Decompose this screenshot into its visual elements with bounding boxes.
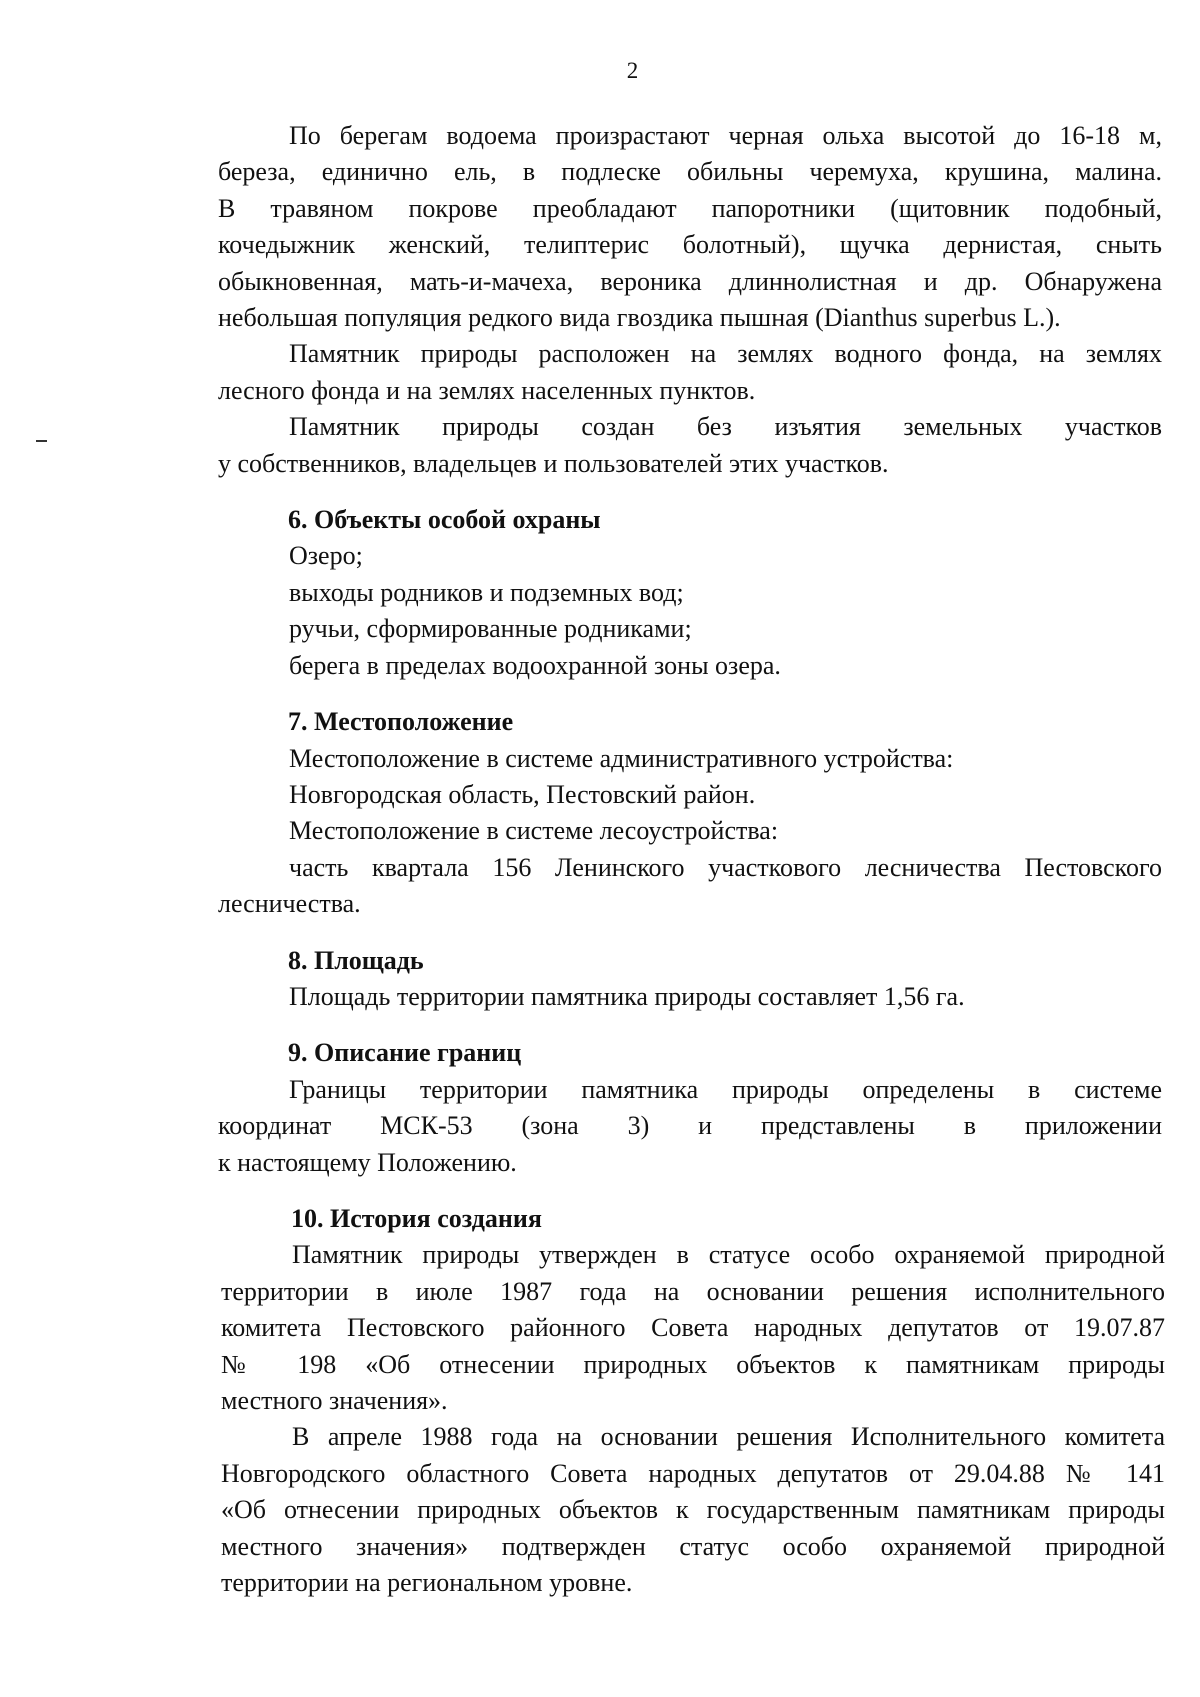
- text-line: В травяном покрове преобладают папоротники (щитовник подобный,: [218, 193, 1162, 223]
- text-line: лесного фонда и на землях населенных пунктов.: [218, 375, 756, 405]
- paragraph-lands: [218, 336, 1162, 409]
- text-line: Памятник природы расположен на землях водного фонда, на землях: [289, 339, 1162, 369]
- margin-mark: [36, 440, 47, 442]
- text-line: обыкновенная, мать-и-мачеха, вероника длиннолистная и др. Обнаружена: [218, 266, 1162, 296]
- section-heading: 7. Местоположение: [288, 707, 514, 737]
- text-line: Площадь территории памятника природы составляет 1,56 га.: [289, 981, 965, 1011]
- document-body: [218, 118, 1165, 1601]
- list-item: ручьи, сформированные родниками;: [289, 614, 692, 644]
- text-line: территории на региональном уровне.: [221, 1568, 633, 1598]
- page-number: 2: [626, 58, 639, 83]
- section-location: [218, 704, 1162, 922]
- text-line: По берегам водоема произрастают черная ольха высотой до 16-18 м,: [289, 121, 1162, 150]
- text-line: координат МСК-53 (зона 3) и представлены в приложении: [218, 1111, 1162, 1141]
- paragraph-no-seizure: [218, 409, 1162, 482]
- section-heading: 9. Описание границ: [288, 1038, 522, 1068]
- text-line: Местоположение в системе административного устройства:: [289, 743, 954, 773]
- text-line: территории в июле 1987 года на основании решения исполнительного: [221, 1276, 1165, 1306]
- text-line: местного значения».: [221, 1386, 448, 1415]
- text-line: у собственников, владельцев и пользователей этих участков.: [218, 448, 889, 478]
- text-line: часть квартала 156 Ленинского участкового лесничества Пестовского: [289, 852, 1162, 882]
- text-line: небольшая популяция редкого вида гвоздика пышная (Dianthus superbus L.).: [218, 303, 1061, 333]
- section-boundaries: [218, 1035, 1162, 1181]
- text-line: Новгородская область, Пестовский район.: [289, 779, 756, 809]
- text-line: комитета Пестовского районного Совета народных депутатов от 19.07.87: [221, 1313, 1165, 1343]
- text-line: кочедыжник женский, телиптерис болотный), щучка дернистая, сныть: [218, 230, 1162, 260]
- text-line: Границы территории памятника природы определены в системе: [289, 1074, 1162, 1104]
- text-line: Памятник природы утвержден в статусе особо охраняемой природной: [292, 1240, 1165, 1270]
- text-line: Памятник природы создан без изъятия земельных участков: [289, 412, 1162, 442]
- text-line: № 198 «Об отнесении природных объектов к памятникам природы: [221, 1349, 1165, 1379]
- section-heading: 6. Объекты особой охраны: [288, 505, 601, 535]
- text-line: Новгородского областного Совета народных депутатов от 29.04.88 № 141: [221, 1458, 1165, 1488]
- text-line: Местоположение в системе лесоустройства:: [289, 816, 779, 846]
- list-item: выходы родников и подземных вод;: [289, 577, 684, 607]
- list-item: Озеро;: [289, 541, 363, 571]
- text-line: В апреле 1988 года на основании решения Исполнительного комитета: [292, 1422, 1165, 1452]
- section-area: [218, 943, 1162, 1016]
- text-line: береза, единично ель, в подлеске обильны черемуха, крушина, малина.: [218, 157, 1162, 187]
- section-history: [221, 1201, 1165, 1601]
- text-line: лесничества.: [218, 889, 361, 919]
- paragraph-vegetation: [218, 118, 1162, 336]
- section-protected-objects: [218, 502, 1162, 684]
- section-heading: 10. История создания: [291, 1203, 542, 1233]
- text-line: к настоящему Положению.: [218, 1147, 517, 1177]
- list-item: берега в пределах водоохранной зоны озера.: [289, 650, 781, 680]
- text-line: «Об отнесении природных объектов к государственным памятникам природы: [221, 1495, 1165, 1525]
- text-line: местного значения» подтвержден статус особо охраняемой природной: [221, 1531, 1165, 1561]
- section-heading: 8. Площадь: [288, 945, 424, 975]
